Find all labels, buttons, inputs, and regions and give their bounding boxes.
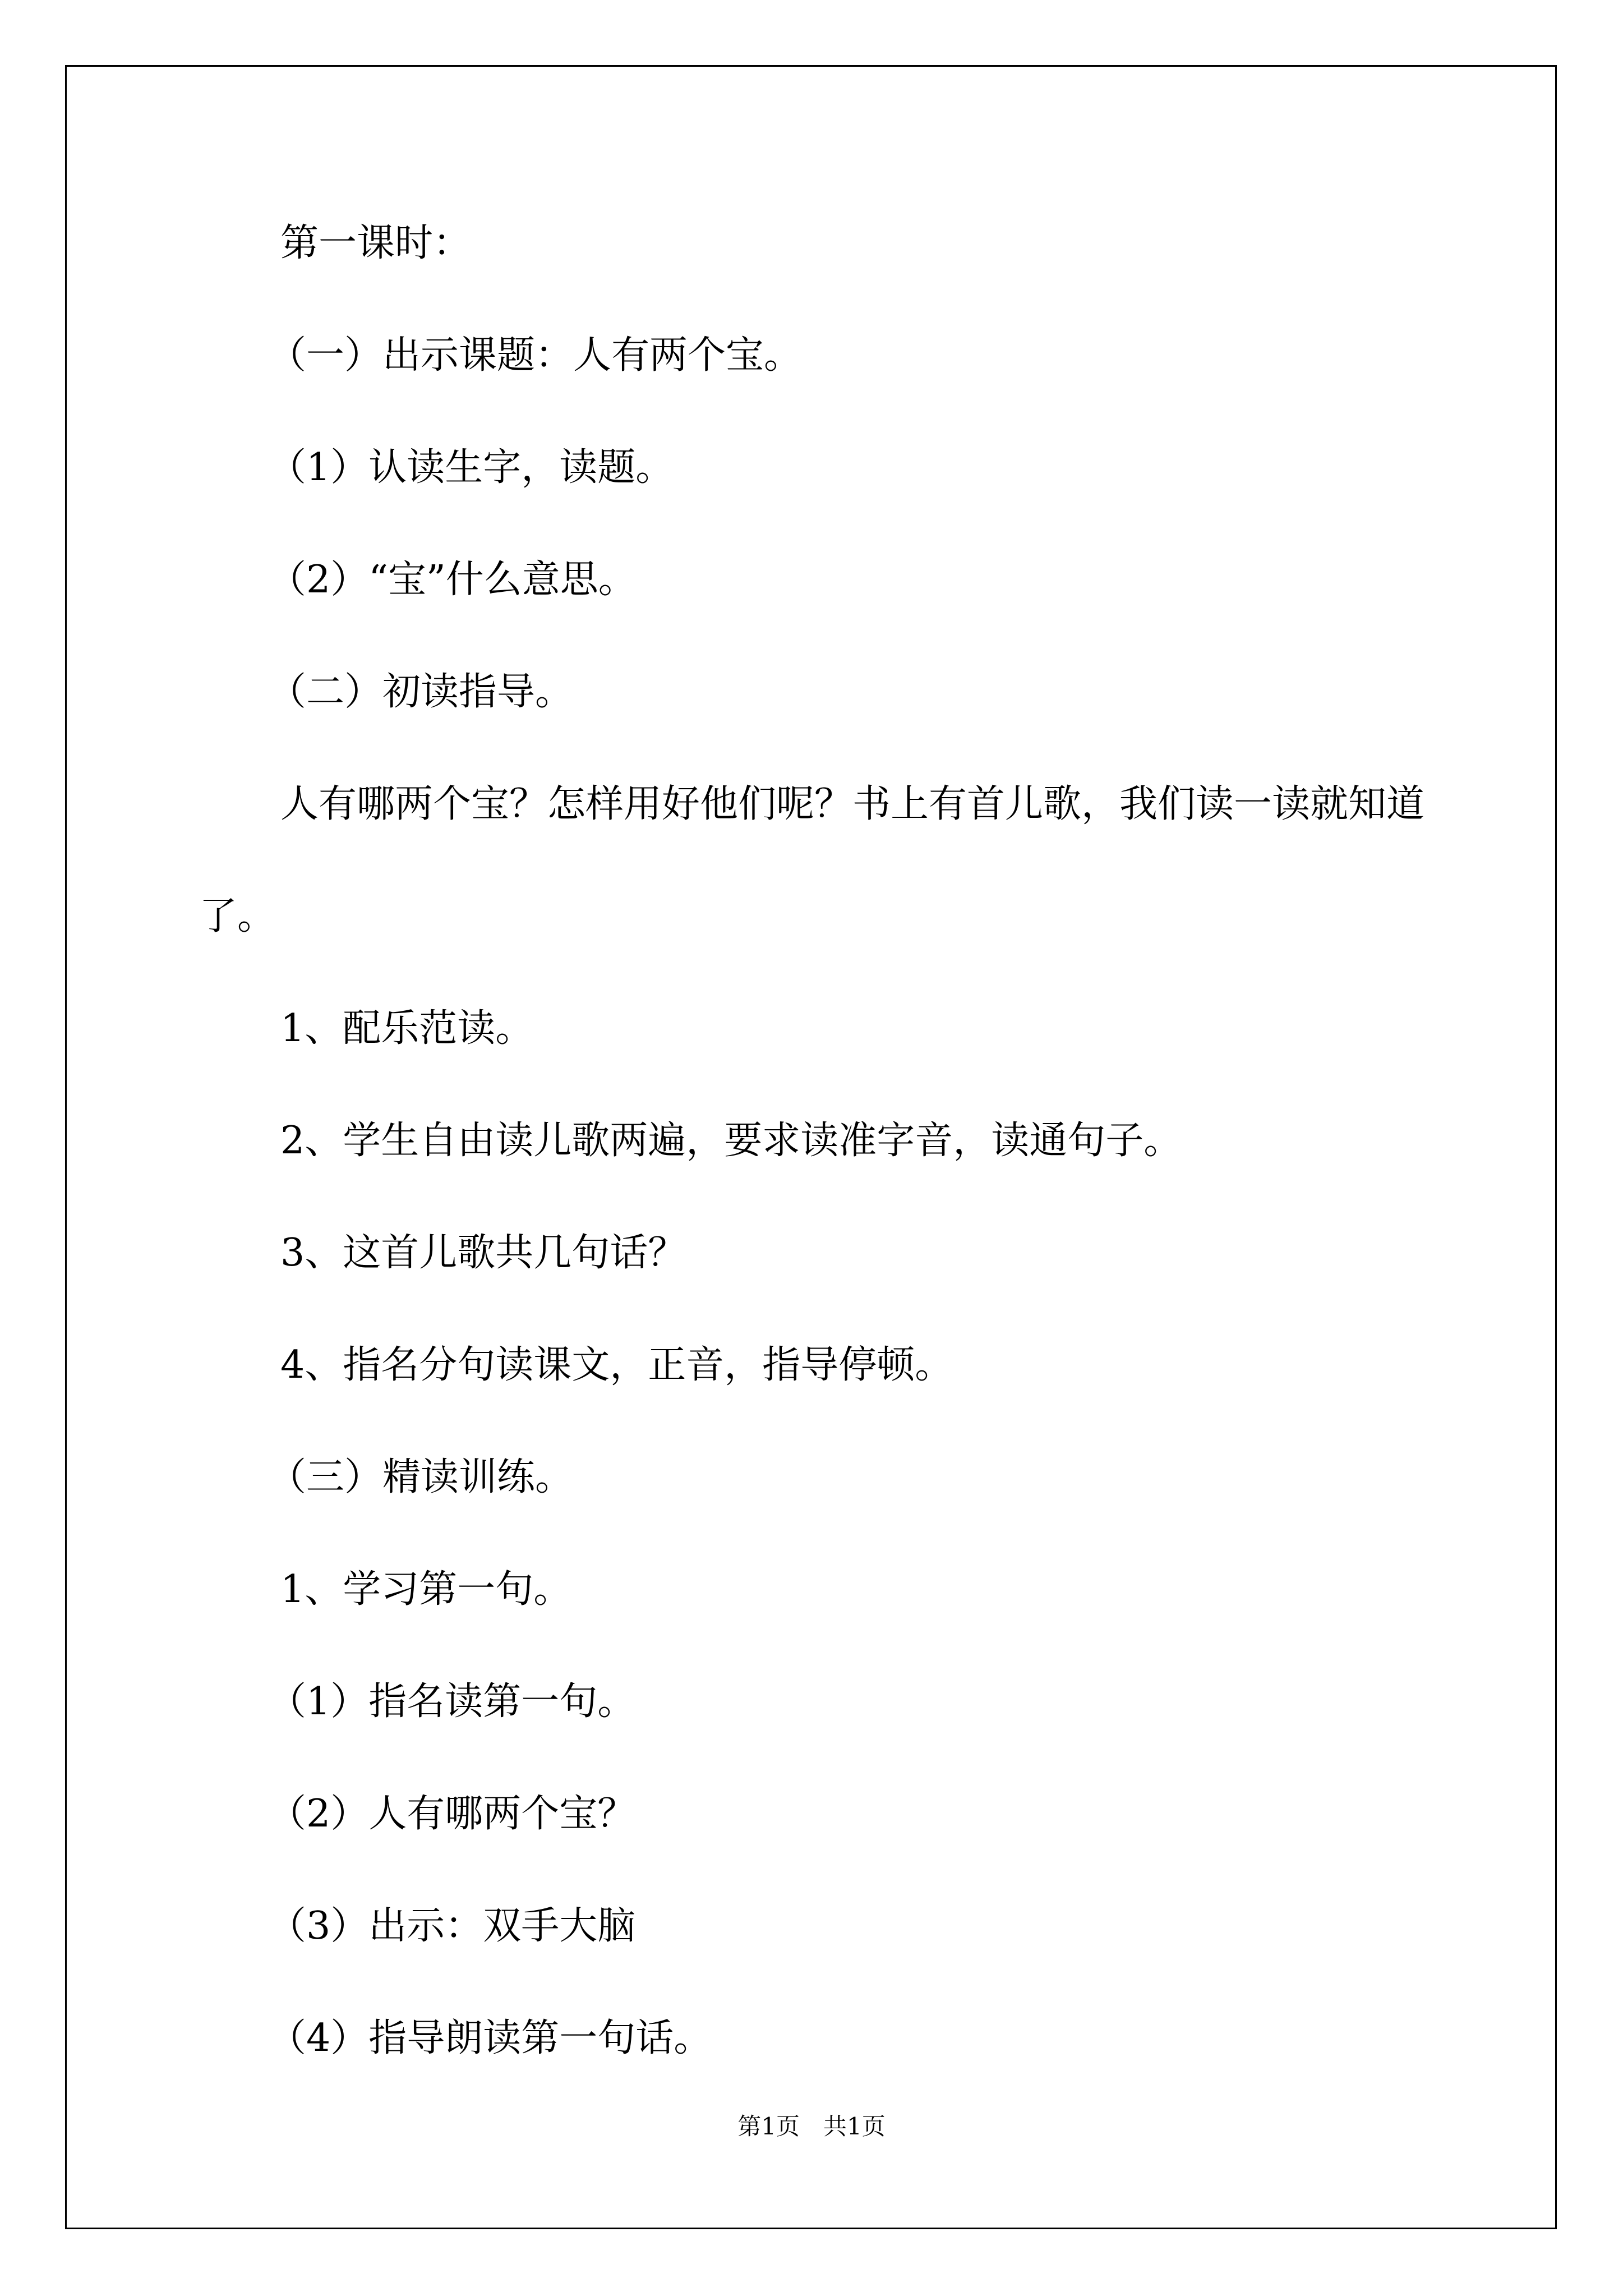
paragraph: （4）指导朗读第一句话。 [268, 2016, 712, 2060]
paragraph: （1）认读生字，读题。 [268, 445, 674, 490]
paragraph: （二）初读指导。 [268, 670, 574, 714]
paragraph: （三）精读训练。 [268, 1455, 574, 1499]
paragraph: 1、学习第一句。 [280, 1567, 572, 1612]
paragraph: （2）“宝”什么意思。 [268, 558, 637, 602]
paragraph: （1）指名读第一句。 [268, 1680, 636, 1724]
paragraph: 4、指名分句读课文，正音，指导停顿。 [280, 1343, 953, 1387]
heading-lesson-one: 第一课时： [280, 221, 472, 265]
paragraph: 3、这首儿歌共几句话？ [280, 1231, 686, 1275]
paragraph: 2、学生自由读儿歌两遍，要求读准字音，读通句子。 [280, 1119, 1182, 1163]
paragraph: 1、配乐范读。 [280, 1006, 534, 1051]
paragraph: （一）出示课题：人有两个宝。 [268, 333, 803, 378]
paragraph: （2）人有哪两个宝？ [268, 1792, 636, 1836]
page-number-footer: 第1页 共1页 [737, 2113, 886, 2140]
document-body [199, 221, 1450, 2132]
paragraph: 人有哪两个宝？怎样用好他们呢？书上有首儿歌，我们读一读就知道了。 [199, 782, 1425, 938]
paragraph: （3）出示：双手大脑 [268, 1904, 636, 1948]
